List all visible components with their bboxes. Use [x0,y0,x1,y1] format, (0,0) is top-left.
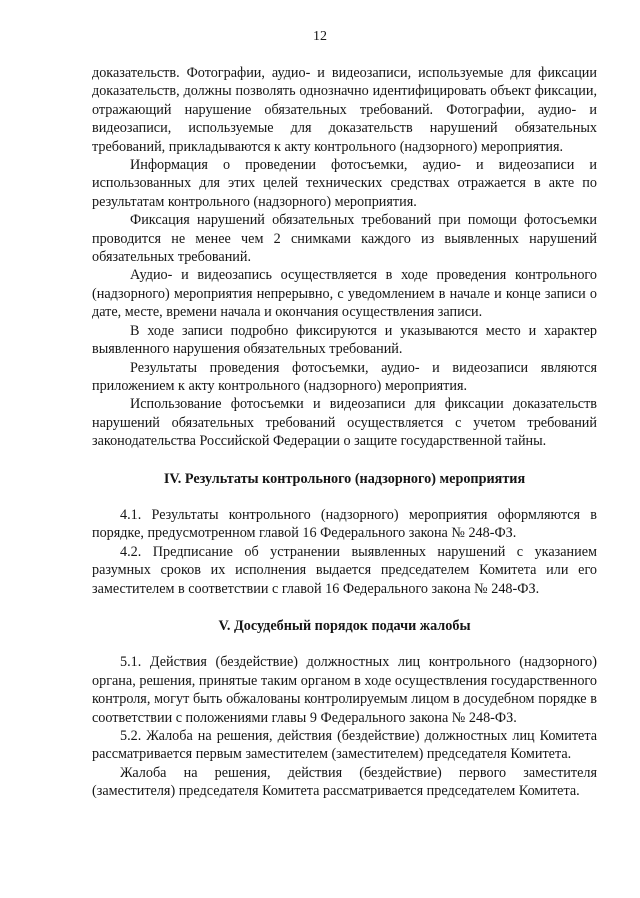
document-body [92,64,597,801]
paragraph: Жалоба на решения, действия (бездействие) первого заместителя (заместителя) председателя Комитета рассматривается председателем Комитета. [92,764,597,800]
page-number: 12 [313,29,327,44]
paragraph: Использование фотосъемки и видеозаписи для фиксации доказательств нарушений обязательных требований осуществляется с учетом требований законодательства Российской Федерации о защите государственной тайны. [92,396,597,450]
section-heading-iv: IV. Результаты контрольного (надзорного) мероприятия [163,470,526,487]
paragraph: Фиксация нарушений обязательных требований при помощи фотосъемки проводится не менее чем 2 снимками каждого из выявленных нарушений обязательных требований. [92,212,597,266]
paragraph: В ходе записи подробно фиксируются и указываются место и характер выявленного нарушения обязательных требований. [92,322,597,358]
paragraph-4-1: 4.1. Результаты контрольного (надзорного) мероприятия оформляются в порядке, предусмотренном главой 16 Федерального закона № 248-ФЗ. [92,506,597,542]
paragraph: Аудио- и видеозапись осуществляется в ходе проведения контрольного (надзорного) мероприятия непрерывно, с уведомлением в начале и конце записи о дате, месте, времени начала и окончания осуществления записи. [92,267,597,321]
paragraph: Результаты проведения фотосъемки, аудио- и видеозаписи являются приложением к акту контрольного (надзорного) мероприятия. [92,359,597,394]
paragraph-continuation: доказательств. Фотографии, аудио- и видеозаписи, используемые для фиксации доказательств, должны позволять однозначно идентифицировать объект фиксации, отражающий нарушение обязательных требований. Фотографии, аудио- и видеозаписи, используемые для доказательств нарушений обязательных требований, прикладываются к акту контрольного (надзорного) мероприятия. [92,65,597,155]
paragraph-5-1: 5.1. Действия (бездействие) должностных лиц контрольного (надзорного) органа, решения, принятые таким органом в ходе осуществления государственного контроля, могут быть обжалованы контролируемым лицом в досудебном порядке в соответствии с положениями главы 9 Федерального закона № 248-ФЗ. [92,654,597,726]
section-heading-v: V. Досудебный порядок подачи жалобы [218,617,471,634]
paragraph-5-2: 5.2. Жалоба на решения, действия (бездействие) должностных лиц Комитета рассматривается первым заместителем (заместителем) председателя Комитета. [92,728,597,763]
paragraph: Информация о проведении фотосъемки, аудио- и видеозаписи и использованных для этих целей технических средствах отражается в акте по результатам контрольного (надзорного) мероприятия. [92,157,597,210]
paragraph-4-2: 4.2. Предписание об устранении выявленных нарушений с указанием разумных сроков их исполнения выдается председателем Комитета или его заместителем в соответствии с главой 16 Федерального закона № 248-ФЗ. [92,543,597,597]
